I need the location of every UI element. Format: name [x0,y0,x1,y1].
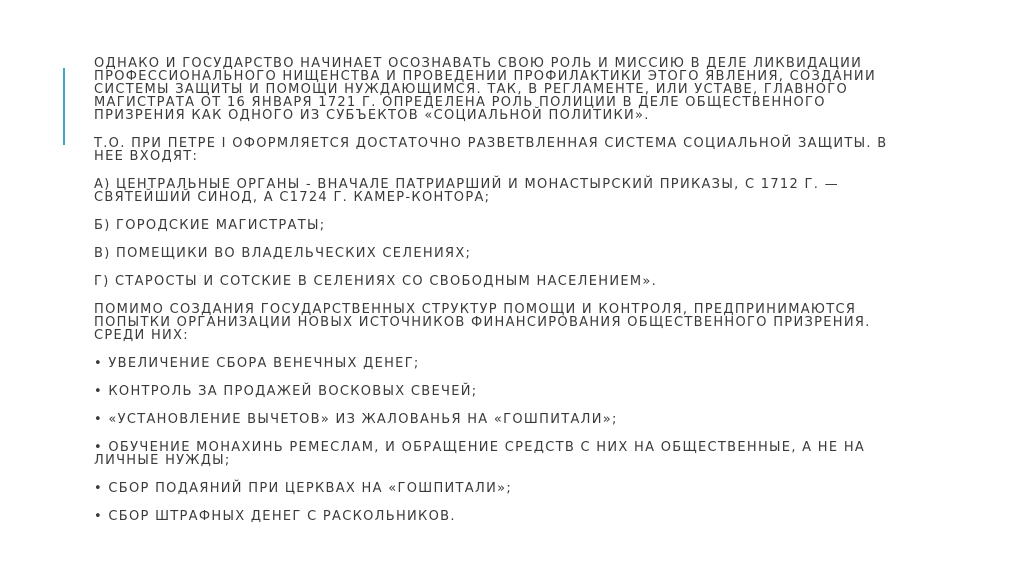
list-item-v: В) ПОМЕЩИКИ ВО ВЛАДЕЛЬЧЕСКИХ СЕЛЕНИЯХ; [94,246,472,261]
paragraph-intro: ОДНАКО И ГОСУДАРСТВО НАЧИНАЕТ ОСОЗНАВАТЬ СВОЮ РОЛЬ И МИССИЮ В ДЕЛЕ ЛИКВИДАЦИИ ПРОФЕССИОНАЛЬНОГО НИЩЕНСТВА И ПРОВЕДЕНИИ ПРОФИЛАКТИКИ ЭТОГО ЯВЛЕНИЯ, СОЗДАНИИ СИСТЕМЫ ЗАЩИТЫ И ПОМОЩИ НУЖДАЮЩИМСЯ. ТАК, В РЕГЛАМЕНТЕ, ИЛИ УСТАВЕ, ГЛАВНОГО МАГИСТРАТА ОТ 16 ЯНВАРЯ 1721 Г. ОПРЕДЕЛЕНА РОЛЬ ПОЛИЦИИ В ДЕЛЕ ОБЩЕСТВЕННОГО ПРИЗРЕНИЯ КАК ОДНОГО ИЗ СУБЪЕКТОВ «СОЦИАЛЬНОЙ ПОЛИТИКИ». [94,56,876,123]
slide-body [94,57,894,538]
list-item-a: А) ЦЕНТРАЛЬНЫЕ ОРГАНЫ - ВНАЧАЛЕ ПАТРИАРШИЙ И МОНАСТЫРСКИЙ ПРИКАЗЫ, С 1712 Г. — СВЯТЕЙШИЙ СИНОД, А С1724 Г. КАМЕР-КОНТОРА; [94,177,839,205]
bullet-item: • СБОР ПОДАЯНИЙ ПРИ ЦЕРКВАХ НА «ГОШПИТАЛИ»; [94,481,513,496]
list-item-g: Г) СТАРОСТЫ И СОТСКИЕ В СЕЛЕНИЯХ СО СВОБОДНЫМ НАСЕЛЕНИЕМ». [94,274,658,289]
bullet-item: • КОНТРОЛЬ ЗА ПРОДАЖЕЙ ВОСКОВЫХ СВЕЧЕЙ; [94,384,478,399]
paragraph-system: Т.О. ПРИ ПЕТРЕ I ОФОРМЛЯЕТСЯ ДОСТАТОЧНО РАЗВЕТВЛЕННАЯ СИСТЕМА СОЦИАЛЬНОЙ ЗАЩИТЫ. В НЕЕ ВХОДЯТ: [94,136,888,164]
list-item-b: Б) ГОРОДСКИЕ МАГИСТРАТЫ; [94,218,326,233]
bullet-item: • СБОР ШТРАФНЫХ ДЕНЕГ С РАСКОЛЬНИКОВ. [94,509,456,524]
paragraph-financing: ПОМИМО СОЗДАНИЯ ГОСУДАРСТВЕННЫХ СТРУКТУР ПОМОЩИ И КОНТРОЛЯ, ПРЕДПРИНИМАЮТСЯ ПОПЫТКИ ОРГАНИЗАЦИИ НОВЫХ ИСТОЧНИКОВ ФИНАНСИРОВАНИЯ ОБЩЕСТВЕННОГО ПРИЗРЕНИЯ. СРЕДИ НИХ: [94,302,871,343]
bullet-item: • УВЕЛИЧЕНИЕ СБОРА ВЕНЕЧНЫХ ДЕНЕГ; [94,356,420,371]
accent-bar [63,68,65,145]
bullet-item: • «УСТАНОВЛЕНИЕ ВЫЧЕТОВ» ИЗ ЖАЛОВАНЬЯ НА «ГОШПИТАЛИ»; [94,412,618,427]
bullet-item: • ОБУЧЕНИЕ МОНАХИНЬ РЕМЕСЛАМ, И ОБРАЩЕНИЕ СРЕДСТВ С НИХ НА ОБЩЕСТВЕННЫЕ, А НЕ НА ЛИЧНЫЕ НУЖДЫ; [94,440,866,468]
